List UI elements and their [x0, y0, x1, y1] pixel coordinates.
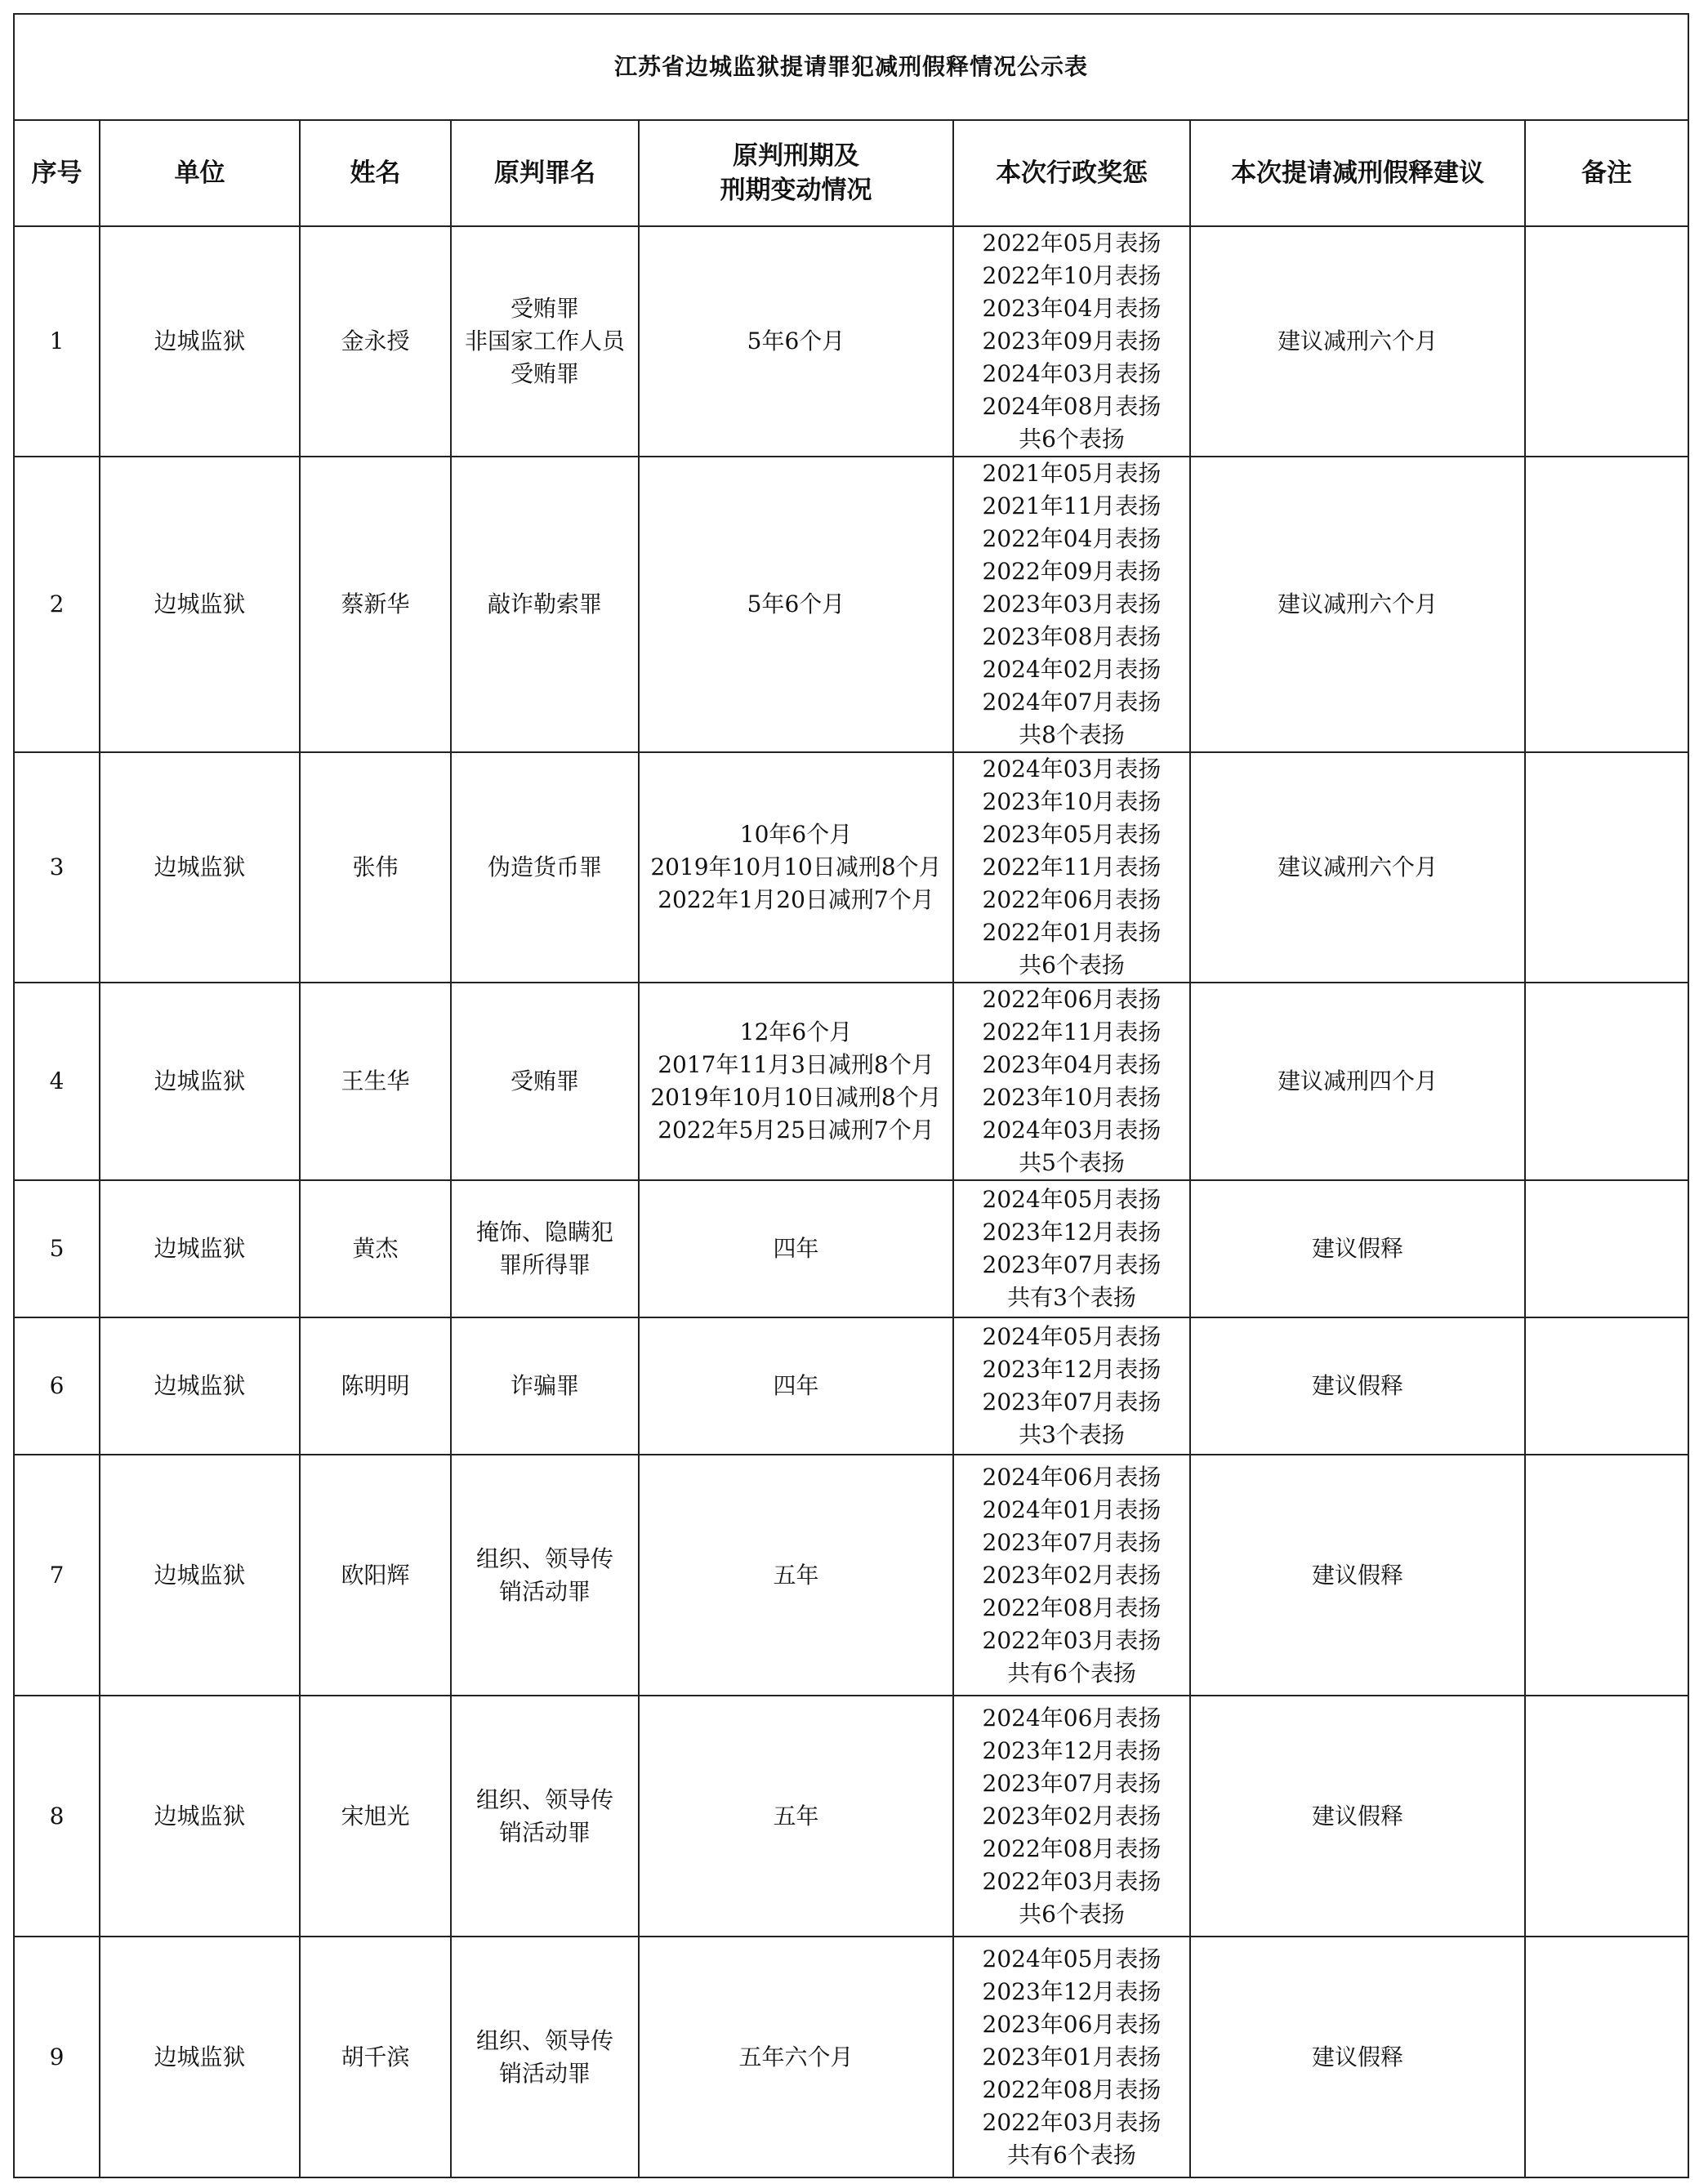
cell-line: 共6个表扬: [1019, 1900, 1125, 1928]
header-sentence-line1: 原判刑期及: [733, 141, 859, 171]
cell-remarks: [1525, 983, 1688, 1180]
cell-crime: [451, 752, 639, 983]
cell-line: 受贿罪: [510, 295, 579, 322]
cell-seq: 6: [14, 1317, 100, 1455]
cell-line: 2023年02月表扬: [982, 1561, 1162, 1589]
cell-seq: 9: [14, 1937, 100, 2177]
cell-awards: [953, 1317, 1190, 1455]
cell-crime: [451, 457, 639, 752]
cell-line: 2023年07月表扬: [982, 1528, 1162, 1556]
cell-awards: [953, 1180, 1190, 1317]
cell-remarks: [1525, 226, 1688, 457]
cell-line: 四年: [773, 1235, 819, 1262]
cell-unit: 边城监狱: [100, 1696, 300, 1937]
cell-line: 2023年08月表扬: [982, 623, 1162, 650]
cell-unit: 边城监狱: [100, 226, 300, 457]
cell-line: 共6个表扬: [1019, 426, 1125, 452]
cell-line: 2024年02月表扬: [982, 656, 1162, 683]
cell-line: 五年六个月: [738, 2043, 854, 2070]
cell-proposal: 建议假释: [1190, 1937, 1525, 2177]
cell-sentence: [639, 1317, 953, 1455]
cell-sentence: [639, 1455, 953, 1696]
cell-remarks: [1525, 1455, 1688, 1696]
cell-line: 共有6个表扬: [1007, 1659, 1136, 1687]
cell-line: 非国家工作人员: [464, 328, 625, 354]
header-row: [14, 120, 1688, 226]
cell-crime: [451, 226, 639, 457]
header-proposal: 本次提请减刑假释建议: [1190, 120, 1525, 226]
cell-unit: 边城监狱: [100, 752, 300, 983]
cell-name: 胡千滨: [300, 1937, 451, 2177]
cell-line: 2023年02月表扬: [982, 1802, 1162, 1830]
cell-awards: [953, 1937, 1190, 2177]
cell-crime: [451, 1317, 639, 1455]
cell-line: 五年: [773, 1561, 819, 1589]
cell-line: 2023年04月表扬: [982, 295, 1162, 322]
cell-seq: 7: [14, 1455, 100, 1696]
cell-line: 组织、领导传: [475, 1785, 613, 1813]
cell-line: 罪所得罪: [498, 1251, 591, 1278]
table-row: [14, 1455, 1688, 1696]
cell-unit: 边城监狱: [100, 457, 300, 752]
cell-seq: 8: [14, 1696, 100, 1937]
cell-awards: [953, 983, 1190, 1180]
cell-line: 2024年03月表扬: [982, 1117, 1162, 1143]
cell-line: 敲诈勒索罪: [487, 591, 602, 617]
table-row: [14, 1180, 1688, 1317]
cell-crime: [451, 1180, 639, 1317]
cell-proposal: 建议减刑六个月: [1190, 752, 1525, 983]
cell-line: 2022年08月表扬: [982, 1834, 1162, 1862]
cell-line: 2022年11月表扬: [982, 1018, 1162, 1045]
cell-line: 2022年06月表扬: [982, 986, 1162, 1013]
cell-line: 2022年5月25日减刑7个月: [658, 1117, 934, 1143]
cell-line: 共8个表扬: [1019, 721, 1125, 748]
cell-crime: [451, 1455, 639, 1696]
cell-unit: 边城监狱: [100, 1317, 300, 1455]
cell-seq: 2: [14, 457, 100, 752]
cell-proposal: 建议假释: [1190, 1180, 1525, 1317]
cell-line: 2024年06月表扬: [982, 1463, 1162, 1491]
cell-line: 2022年11月表扬: [982, 854, 1162, 880]
cell-line: 共5个表扬: [1019, 1149, 1125, 1176]
cell-line: 伪造货币罪: [487, 854, 602, 880]
cell-crime: [451, 1696, 639, 1937]
cell-line: 5年6个月: [747, 328, 845, 354]
cell-line: 2023年05月表扬: [982, 821, 1162, 848]
cell-line: 2022年03月表扬: [982, 1626, 1162, 1654]
cell-awards: [953, 226, 1190, 457]
cell-sentence: [639, 457, 953, 752]
cell-line: 2024年05月表扬: [982, 1186, 1162, 1213]
cell-name: 王生华: [300, 983, 451, 1180]
cell-line: 2024年08月表扬: [982, 393, 1162, 420]
cell-line: 共6个表扬: [1019, 952, 1125, 978]
cell-line: 2022年05月表扬: [982, 230, 1162, 256]
cell-unit: 边城监狱: [100, 1937, 300, 2177]
cell-line: 2024年06月表扬: [982, 1704, 1162, 1732]
cell-line: 掩饰、隐瞒犯: [475, 1219, 613, 1246]
cell-seq: 1: [14, 226, 100, 457]
cell-remarks: [1525, 457, 1688, 752]
cell-line: 2022年08月表扬: [982, 1593, 1162, 1621]
cell-line: 2023年07月表扬: [982, 1388, 1162, 1415]
cell-line: 2022年03月表扬: [982, 1867, 1162, 1895]
cell-line: 2022年08月表扬: [982, 2075, 1162, 2103]
cell-line: 2021年11月表扬: [982, 493, 1162, 519]
header-unit: 单位: [100, 120, 300, 226]
cell-line: 销活动罪: [498, 1577, 591, 1605]
cell-name: 欧阳辉: [300, 1455, 451, 1696]
cell-line: 2023年07月表扬: [982, 1251, 1162, 1278]
cell-line: 诈骗罪: [510, 1372, 579, 1399]
header-sentence-line2: 刑期变动情况: [720, 176, 872, 205]
cell-line: 受贿罪: [510, 1067, 579, 1094]
cell-line: 2023年12月表扬: [982, 1977, 1162, 2005]
cell-name: 宋旭光: [300, 1696, 451, 1937]
cell-line: 组织、领导传: [475, 2026, 613, 2054]
cell-line: 2024年03月表扬: [982, 360, 1162, 387]
cell-sentence: [639, 1696, 953, 1937]
table-row: [14, 457, 1688, 752]
cell-line: 12年6个月: [739, 1018, 853, 1045]
cell-seq: 5: [14, 1180, 100, 1317]
cell-remarks: [1525, 1180, 1688, 1317]
cell-line: 2024年05月表扬: [982, 1323, 1162, 1350]
table-row: [14, 983, 1688, 1180]
cell-line: 共有6个表扬: [1007, 2141, 1136, 2168]
cell-remarks: [1525, 1696, 1688, 1937]
cell-line: 2022年09月表扬: [982, 558, 1162, 585]
notice-table: [13, 13, 1689, 2178]
cell-line: 2024年07月表扬: [982, 689, 1162, 715]
cell-name: 张伟: [300, 752, 451, 983]
cell-line: 2023年01月表扬: [982, 2043, 1162, 2070]
cell-name: 金永授: [300, 226, 451, 457]
cell-name: 蔡新华: [300, 457, 451, 752]
cell-line: 2023年07月表扬: [982, 1769, 1162, 1797]
cell-line: 四年: [773, 1372, 819, 1399]
cell-line: 2021年05月表扬: [982, 460, 1162, 487]
cell-unit: 边城监狱: [100, 1180, 300, 1317]
cell-awards: [953, 752, 1190, 983]
cell-line: 销活动罪: [498, 2059, 591, 2087]
cell-name: 陈明明: [300, 1317, 451, 1455]
cell-proposal: 建议减刑四个月: [1190, 983, 1525, 1180]
header-remarks: 备注: [1525, 120, 1688, 226]
cell-proposal: 建议减刑六个月: [1190, 457, 1525, 752]
table-row: [14, 752, 1688, 983]
cell-proposal: 建议假释: [1190, 1317, 1525, 1455]
cell-line: 2022年04月表扬: [982, 525, 1162, 552]
cell-line: 2024年03月表扬: [982, 755, 1162, 782]
cell-sentence: [639, 1937, 953, 2177]
cell-line: 2022年06月表扬: [982, 886, 1162, 913]
cell-awards: [953, 1455, 1190, 1696]
cell-line: 2024年05月表扬: [982, 1945, 1162, 1972]
cell-seq: 3: [14, 752, 100, 983]
cell-line: 2019年10月10日减刑8个月: [650, 1084, 942, 1111]
cell-line: 2023年04月表扬: [982, 1051, 1162, 1078]
header-awards: 本次行政奖惩: [953, 120, 1190, 226]
cell-name: 黄杰: [300, 1180, 451, 1317]
cell-remarks: [1525, 752, 1688, 983]
page-title: 江苏省边城监狱提请罪犯减刑假释情况公示表: [14, 14, 1688, 120]
cell-proposal: 建议假释: [1190, 1455, 1525, 1696]
cell-proposal: 建议减刑六个月: [1190, 226, 1525, 457]
cell-line: 五年: [773, 1802, 819, 1830]
cell-sentence: [639, 983, 953, 1180]
cell-line: 2023年12月表扬: [982, 1356, 1162, 1383]
cell-line: 2023年06月表扬: [982, 2010, 1162, 2038]
cell-line: 共有3个表扬: [1007, 1284, 1136, 1311]
cell-crime: [451, 1937, 639, 2177]
cell-line: 2023年12月表扬: [982, 1219, 1162, 1246]
cell-line: 销活动罪: [498, 1818, 591, 1846]
cell-line: 组织、领导传: [475, 1544, 613, 1572]
cell-line: 2022年03月表扬: [982, 2108, 1162, 2136]
cell-line: 2022年1月20日减刑7个月: [658, 886, 934, 913]
table-row: [14, 1937, 1688, 2177]
header-crime: 原判罪名: [451, 120, 639, 226]
cell-line: 2019年10月10日减刑8个月: [650, 854, 942, 880]
cell-unit: 边城监狱: [100, 1455, 300, 1696]
cell-unit: 边城监狱: [100, 983, 300, 1180]
table-body: [14, 226, 1688, 2177]
table-row: [14, 1696, 1688, 1937]
header-name: 姓名: [300, 120, 451, 226]
cell-line: 2023年12月表扬: [982, 1736, 1162, 1764]
cell-awards: [953, 1696, 1190, 1937]
cell-line: 2022年10月表扬: [982, 262, 1162, 289]
cell-awards: [953, 457, 1190, 752]
cell-seq: 4: [14, 983, 100, 1180]
cell-line: 2017年11月3日减刑8个月: [658, 1051, 934, 1078]
cell-line: 2023年03月表扬: [982, 591, 1162, 617]
cell-sentence: [639, 226, 953, 457]
cell-remarks: [1525, 1317, 1688, 1455]
cell-line: 受贿罪: [510, 360, 579, 387]
cell-sentence: [639, 752, 953, 983]
header-sentence: [639, 120, 953, 226]
cell-sentence: [639, 1180, 953, 1317]
cell-line: 2023年09月表扬: [982, 328, 1162, 354]
cell-line: 5年6个月: [747, 591, 845, 617]
cell-line: 共3个表扬: [1019, 1421, 1125, 1448]
cell-line: 2022年01月表扬: [982, 919, 1162, 946]
table-row: [14, 1317, 1688, 1455]
cell-line: 10年6个月: [739, 821, 853, 848]
cell-line: 2023年10月表扬: [982, 1084, 1162, 1111]
cell-proposal: 建议假释: [1190, 1696, 1525, 1937]
table-row: [14, 226, 1688, 457]
cell-line: 2023年10月表扬: [982, 788, 1162, 815]
cell-line: 2024年01月表扬: [982, 1495, 1162, 1523]
cell-remarks: [1525, 1937, 1688, 2177]
header-seq: 序号: [14, 120, 100, 226]
cell-crime: [451, 983, 639, 1180]
